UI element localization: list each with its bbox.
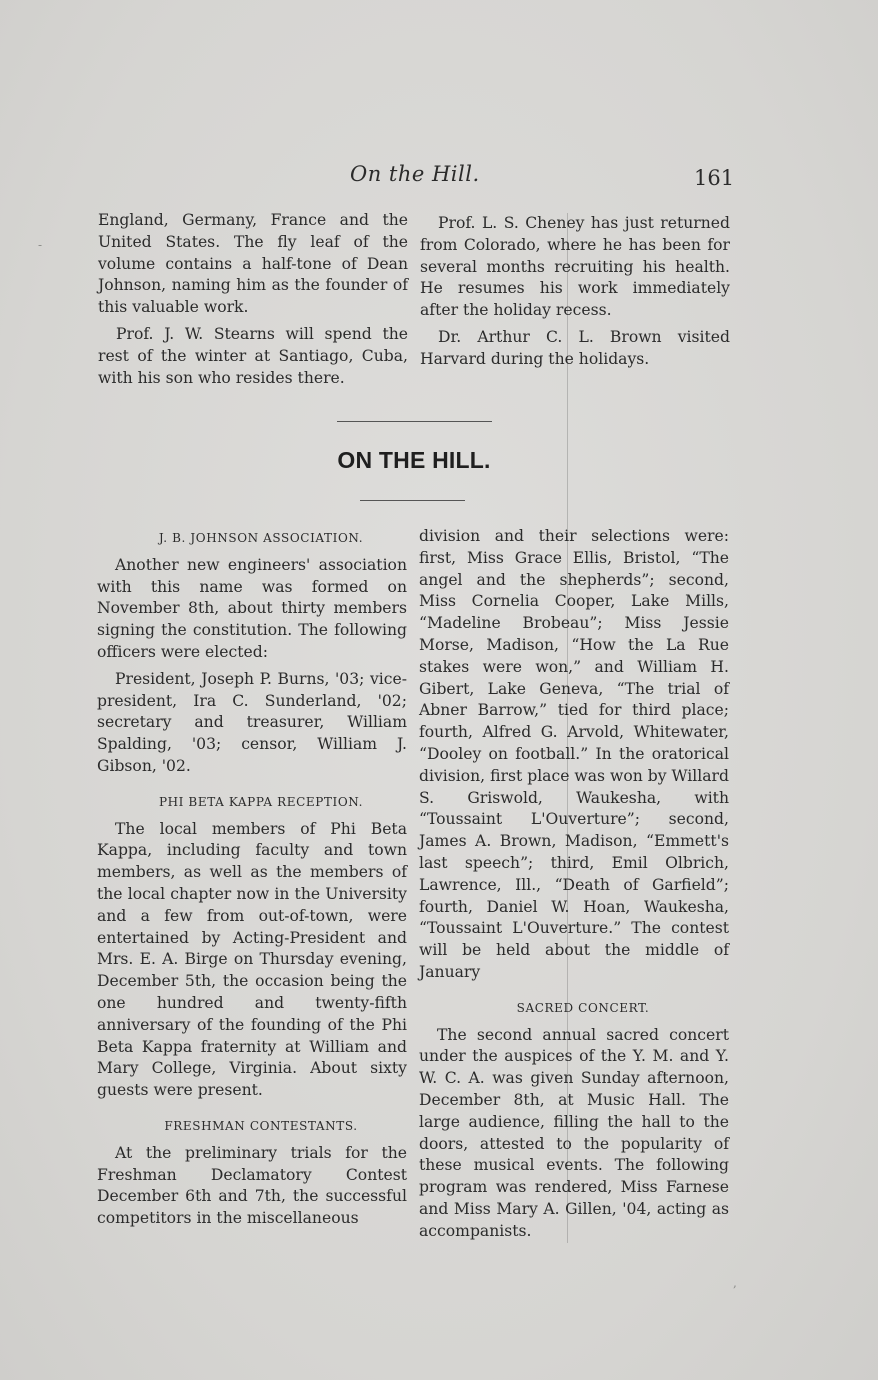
page-number: 161: [694, 166, 735, 190]
sacred-paragraph-1: The second annual sacred concert under the auspices of the Y. M. and Y. W. C. A. was given Sunday afternoon, December 8th, at Music Hall. The large audience, filling the hall to the doors, attested to the popularity of these musical events. The following program was rendered, Miss Farnese and Miss Mary A. Gillen, '04, acting as accompanists.: [419, 1025, 729, 1240]
running-head: On the Hill.: [350, 162, 480, 186]
johnson-paragraph-2: President, Joseph P. Burns, '03; vice-president, Ira C. Sunderland, '02; secretary and treasurer, William Spalding, '03; censor, William J. Gibson, '02.: [97, 669, 407, 775]
margin-mark: -: [38, 238, 43, 252]
top-right-paragraph-1: Prof. L. S. Cheney has just returned from Colorado, where he has been for several months recruiting his health. He resumes his work immediately after the holiday recess.: [420, 214, 730, 320]
phibeta-heading: PHI BETA KAPPA RECEPTION.: [158, 794, 364, 809]
johnson-heading: J. B. JOHNSON ASSOCIATION.: [158, 531, 364, 545]
lower-right-column: [419, 526, 729, 1243]
freshman-paragraph-1: At the preliminary trials for the Freshman Declamatory Contest December 6th and 7th, the successful competitors in the miscellaneous: [97, 1143, 407, 1228]
upper-divider-rule: [337, 421, 492, 422]
sacred-heading: SACRED CONCERT.: [516, 1000, 650, 1015]
johnson-paragraph-1: Another new engineers' association with this name was formed on November 8th, about thirty members signing the constitution. The following officers were elected:: [97, 555, 407, 661]
top-right-column: [420, 213, 730, 371]
top-left-paragraph-2: Prof. J. W. Stearns will spend the rest of the winter at Santiago, Cuba, with his son who resides there.: [98, 324, 408, 387]
freshman-heading: FRESHMAN CONTESTANTS.: [164, 1118, 358, 1133]
margin-mark: ,: [733, 1276, 737, 1290]
phibeta-paragraph-1: The local members of Phi Beta Kappa, including faculty and town members, as well as the members of the local chapter now in the University and a few from out-of-town, were entertained by Acting-President and Mrs. E. A. Birge on Thursday evening, December 5th, the occasion being the one hundred and twenty-fifth anniversary of the founding of the Phi Beta Kappa fraternity at William and Mary College, Virginia. About sixty guests were present.: [97, 819, 407, 1100]
lower-divider-rule: [360, 500, 465, 501]
section-title: ON THE HILL.: [337, 447, 491, 473]
freshman-continued-paragraph: division and their selections were: first, Miss Grace Ellis, Bristol, “The angel and the shepherds”; second, Miss Cornelia Cooper, Lake Mills, “Madeline Brobeau”; Miss Jessie Morse, Madison, “How the La Rue stakes were won,” and William H. Gibert, Lake Geneva, “The trial of Abner Barrow,” tied for third place; fourth, Alfred G. Arvold, Whitewater, “Dooley on football.” In the oratorical division, first place was won by Willard S. Griswold, Waukesha, with “Toussaint L'Ouverture”; second, James A. Brown, Madison, “Emmett's last speech”; third, Emil Olbrich, Lawrence, Ill., “Death of Garfield”; fourth, Daniel W. Hoan, Waukesha, “Toussaint L'Ouverture.” The contest will be held about the middle of January: [419, 527, 729, 981]
top-left-column: [98, 210, 408, 389]
top-left-paragraph-1: England, Germany, France and the United States. The fly leaf of the volume contains a half-tone of Dean Johnson, naming him as the founder of this valuable work.: [98, 211, 408, 317]
top-right-paragraph-2: Dr. Arthur C. L. Brown visited Harvard during the holidays.: [420, 327, 730, 368]
lower-left-column: [97, 528, 407, 1230]
